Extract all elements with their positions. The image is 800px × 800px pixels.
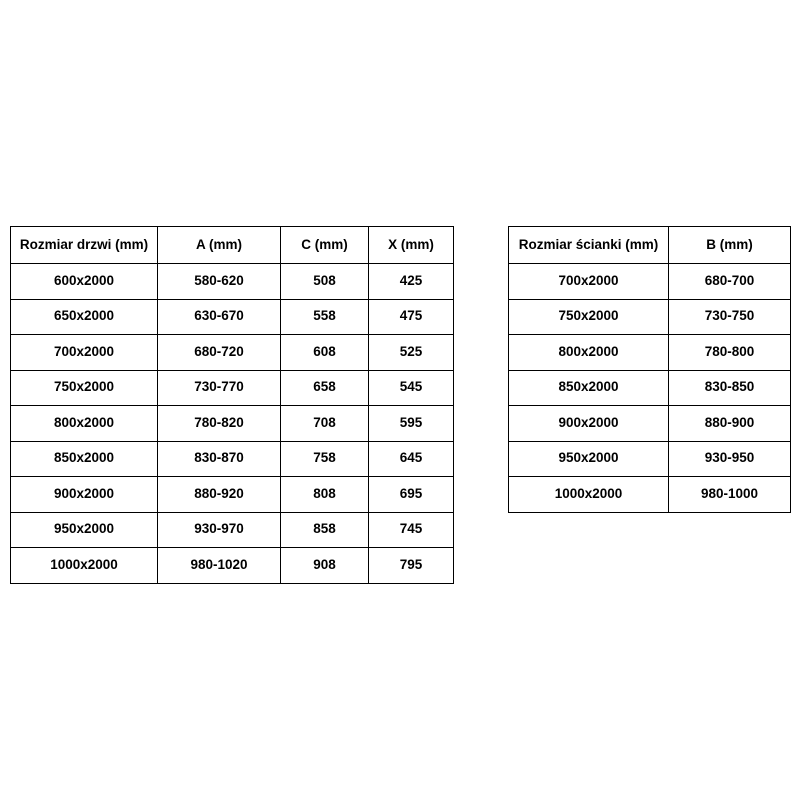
doors-cell: 758 bbox=[281, 441, 369, 477]
wall-cell: 880-900 bbox=[669, 406, 791, 442]
table-row bbox=[11, 477, 454, 513]
table-row bbox=[509, 477, 791, 513]
wall-header-row bbox=[509, 227, 791, 264]
doors-header-cell: C (mm) bbox=[281, 227, 369, 264]
doors-size-table bbox=[10, 226, 454, 584]
table-row bbox=[11, 335, 454, 371]
wall-cell: 980-1000 bbox=[669, 477, 791, 513]
doors-cell: 880-920 bbox=[158, 477, 281, 513]
doors-cell: 708 bbox=[281, 406, 369, 442]
doors-cell: 858 bbox=[281, 512, 369, 548]
doors-cell: 900x2000 bbox=[11, 477, 158, 513]
doors-header-cell: Rozmiar drzwi (mm) bbox=[11, 227, 158, 264]
doors-cell: 950x2000 bbox=[11, 512, 158, 548]
wall-size-table bbox=[508, 226, 791, 513]
doors-cell: 830-870 bbox=[158, 441, 281, 477]
doors-cell: 508 bbox=[281, 264, 369, 300]
table-row bbox=[11, 370, 454, 406]
wall-cell: 800x2000 bbox=[509, 335, 669, 371]
doors-cell: 630-670 bbox=[158, 299, 281, 335]
table-row bbox=[509, 299, 791, 335]
doors-cell: 930-970 bbox=[158, 512, 281, 548]
doors-cell: 558 bbox=[281, 299, 369, 335]
doors-cell: 700x2000 bbox=[11, 335, 158, 371]
doors-cell: 658 bbox=[281, 370, 369, 406]
doors-cell: 580-620 bbox=[158, 264, 281, 300]
wall-cell: 1000x2000 bbox=[509, 477, 669, 513]
table-row bbox=[11, 548, 454, 584]
doors-header-cell: A (mm) bbox=[158, 227, 281, 264]
wall-cell: 700x2000 bbox=[509, 264, 669, 300]
doors-header-row bbox=[11, 227, 454, 264]
wall-cell: 780-800 bbox=[669, 335, 791, 371]
table-row bbox=[509, 335, 791, 371]
wall-cell: 750x2000 bbox=[509, 299, 669, 335]
doors-cell: 850x2000 bbox=[11, 441, 158, 477]
table-row bbox=[11, 299, 454, 335]
doors-cell: 695 bbox=[369, 477, 454, 513]
wall-cell: 950x2000 bbox=[509, 441, 669, 477]
doors-cell: 808 bbox=[281, 477, 369, 513]
doors-cell: 608 bbox=[281, 335, 369, 371]
doors-cell: 800x2000 bbox=[11, 406, 158, 442]
doors-cell: 680-720 bbox=[158, 335, 281, 371]
table-row bbox=[11, 512, 454, 548]
table-row bbox=[11, 441, 454, 477]
wall-cell: 850x2000 bbox=[509, 370, 669, 406]
wall-cell: 730-750 bbox=[669, 299, 791, 335]
doors-cell: 980-1020 bbox=[158, 548, 281, 584]
wall-header-cell: B (mm) bbox=[669, 227, 791, 264]
wall-size-table-container bbox=[508, 226, 791, 513]
table-row bbox=[509, 441, 791, 477]
table-row bbox=[509, 264, 791, 300]
table-row bbox=[11, 264, 454, 300]
doors-cell: 425 bbox=[369, 264, 454, 300]
doors-cell: 795 bbox=[369, 548, 454, 584]
doors-cell: 750x2000 bbox=[11, 370, 158, 406]
table-row bbox=[11, 406, 454, 442]
doors-cell: 908 bbox=[281, 548, 369, 584]
doors-size-table-container bbox=[10, 226, 454, 584]
doors-cell: 475 bbox=[369, 299, 454, 335]
wall-cell: 680-700 bbox=[669, 264, 791, 300]
wall-cell: 830-850 bbox=[669, 370, 791, 406]
doors-cell: 745 bbox=[369, 512, 454, 548]
doors-header-cell: X (mm) bbox=[369, 227, 454, 264]
doors-cell: 730-770 bbox=[158, 370, 281, 406]
table-row bbox=[509, 370, 791, 406]
doors-cell: 545 bbox=[369, 370, 454, 406]
doors-cell: 525 bbox=[369, 335, 454, 371]
doors-cell: 780-820 bbox=[158, 406, 281, 442]
doors-cell: 600x2000 bbox=[11, 264, 158, 300]
wall-cell: 930-950 bbox=[669, 441, 791, 477]
doors-cell: 645 bbox=[369, 441, 454, 477]
wall-cell: 900x2000 bbox=[509, 406, 669, 442]
doors-cell: 650x2000 bbox=[11, 299, 158, 335]
wall-header-cell: Rozmiar ścianki (mm) bbox=[509, 227, 669, 264]
doors-cell: 595 bbox=[369, 406, 454, 442]
table-row bbox=[509, 406, 791, 442]
doors-cell: 1000x2000 bbox=[11, 548, 158, 584]
